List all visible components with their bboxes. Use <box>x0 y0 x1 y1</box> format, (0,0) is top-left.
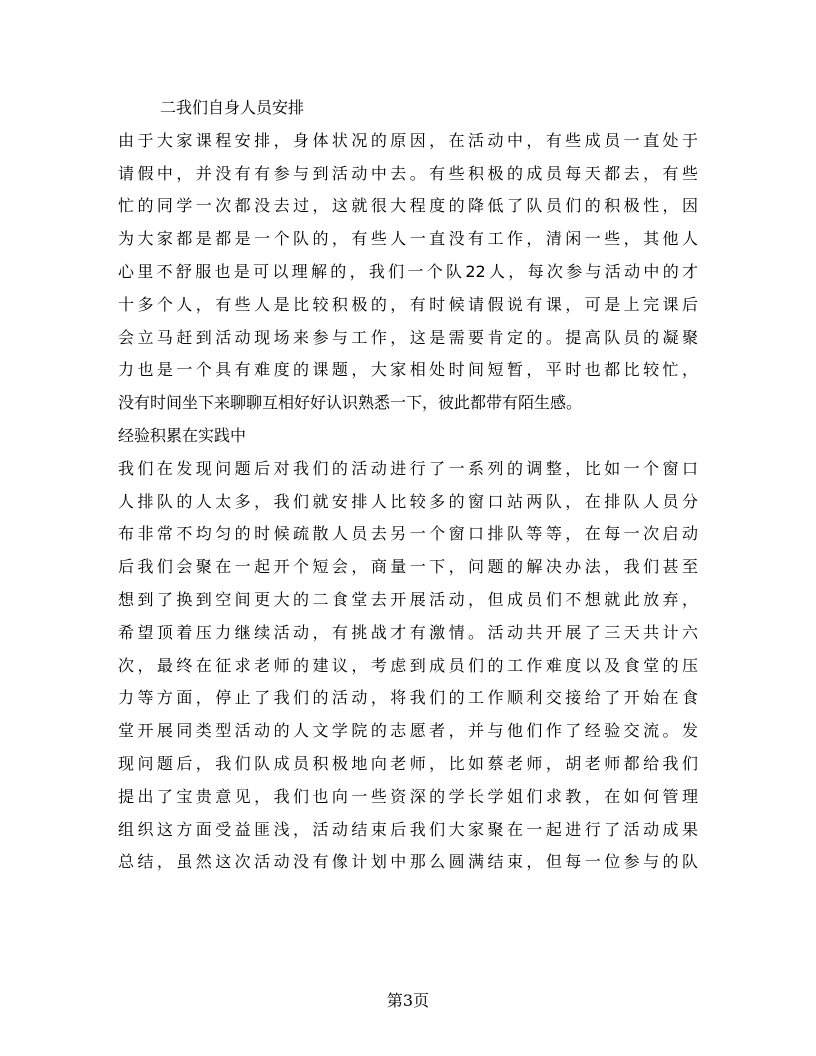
paragraph-line: 十多个人，有些人是比较积极的，有时候请假说有课，可是上完课后 <box>118 294 698 314</box>
paragraph-line: 现问题后，我们队成员积极地向老师，比如蔡老师，胡老师都给我们 <box>118 753 698 773</box>
paragraph-line: 请假中，并没有有参与到活动中去。有些积极的成员每天都去，有些 <box>118 163 698 183</box>
paragraph-line: 没有时间坐下来聊聊互相好好认识熟悉一下，彼此都带有陌生感。 <box>118 393 583 413</box>
paragraph-line: 总结，虽然这次活动没有像计划中那么圆满结束，但每一位参与的队 <box>118 852 698 872</box>
section-heading-staff-arrangement: 二我们自身人员安排 <box>160 98 305 117</box>
paragraph-line: 由于大家课程安排，身体状况的原因，在活动中，有些成员一直处于 <box>118 130 698 150</box>
paragraph-line: 希望顶着压力继续活动，有挑战才有激情。活动共开展了三天共计六 <box>118 622 698 642</box>
paragraph-line: 会立马赶到活动现场来参与工作，这是需要肯定的。提高队员的凝聚 <box>118 327 698 347</box>
paragraph-line: 心里不舒服也是可以理解的，我们一个队22人，每次参与活动中的才 <box>118 261 698 281</box>
page-number: 第3页 <box>386 991 430 1010</box>
paragraph-line: 布非常不均匀的时候疏散人员去另一个窗口排队等等，在每一次启动 <box>118 524 698 544</box>
paragraph-line: 堂开展同类型活动的人文学院的志愿者，并与他们作了经验交流。发 <box>118 721 698 741</box>
paragraph-line: 力也是一个具有难度的课题，大家相处时间短暂，平时也都比较忙， <box>118 360 698 380</box>
paragraph-line: 为大家都是都是一个队的，有些人一直没有工作，清闲一些，其他人 <box>118 229 698 249</box>
paragraph-line: 组织这方面受益匪浅，活动结束后我们大家聚在一起进行了活动成果 <box>118 819 698 839</box>
paragraph-line: 想到了换到空间更大的二食堂去开展活动，但成员们不想就此放弃， <box>118 589 698 609</box>
document-body <box>118 92 698 879</box>
paragraph-line: 提出了宝贵意见，我们也向一些资深的学长学姐们求教，在如何管理 <box>118 786 698 806</box>
paragraph-line: 忙的同学一次都没去过，这就很大程度的降低了队员们的积极性，因 <box>118 196 698 216</box>
paragraph-line: 我们在发现问题后对我们的活动进行了一系列的调整，比如一个窗口 <box>118 458 698 478</box>
paragraph-line: 力等方面，停止了我们的活动，将我们的工作顺利交接给了开始在食 <box>118 688 698 708</box>
paragraph-line: 人排队的人太多，我们就安排人比较多的窗口站两队，在排队人员分 <box>118 491 698 511</box>
paragraph-line: 后我们会聚在一起开个短会，商量一下，问题的解决办法，我们甚至 <box>118 557 698 577</box>
section-heading-experience: 经验积累在实践中 <box>118 425 247 445</box>
paragraph-line: 次，最终在征求老师的建议，考虑到成员们的工作难度以及食堂的压 <box>118 655 698 675</box>
